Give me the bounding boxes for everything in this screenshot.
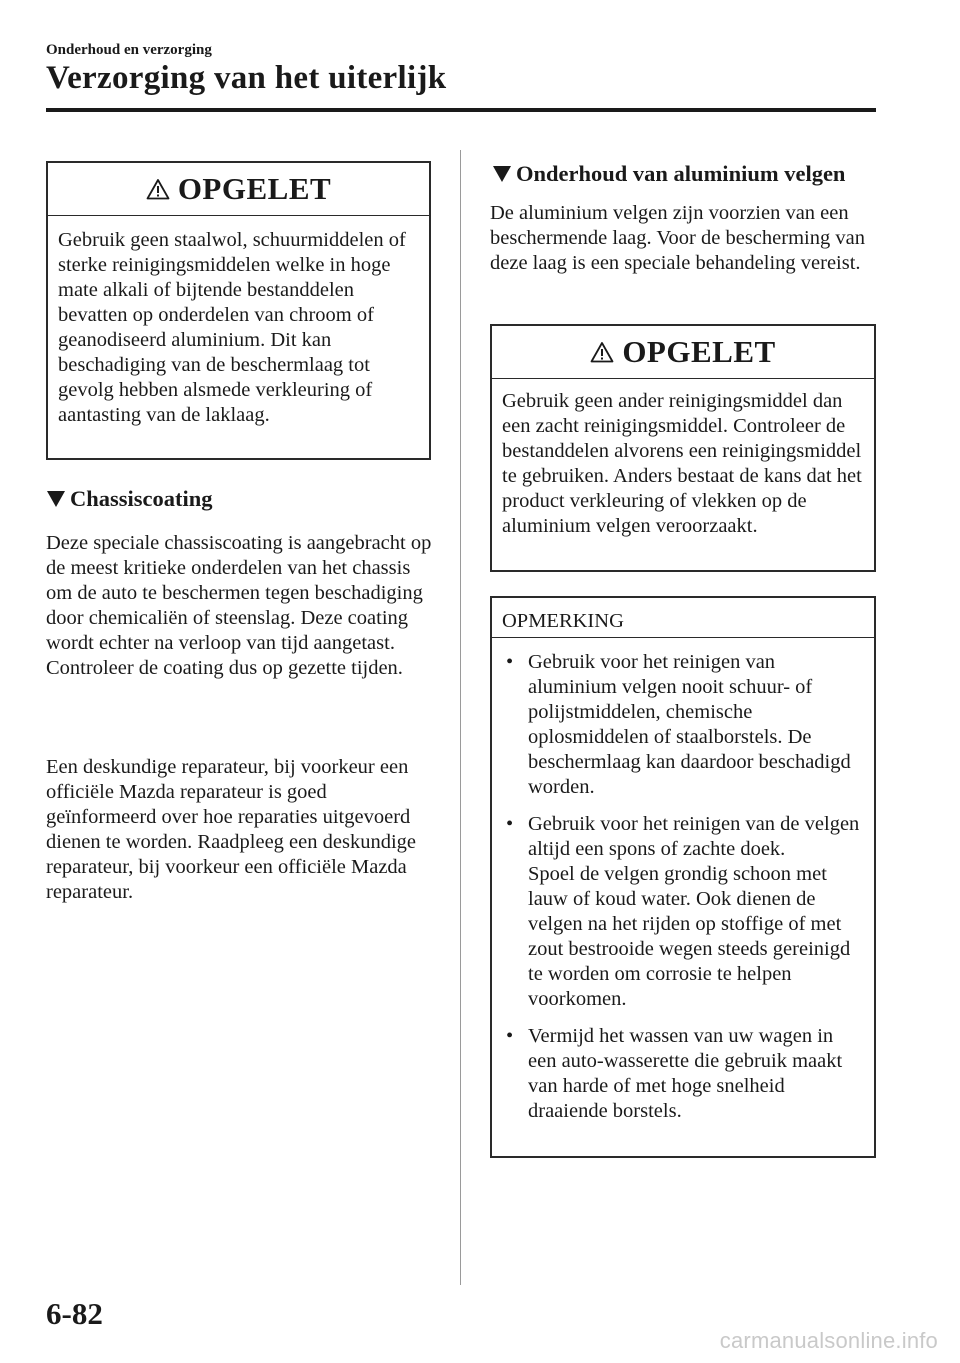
caution-box-1-text: Gebruik geen staalwol, schuurmiddelen of sterke reinigingsmiddelen welke in hoge mate alkali of bijtende bestanddelen bevatten op onderdelen van chroom of geanodiseerd aluminium. Dit kan beschadiging van de beschermlaag tot gevolg hebben alsmede verkleuring of aantasting van de laklaag. (58, 229, 406, 426)
note-item-text: Gebruik voor het reinigen van aluminium velgen nooit schuur- of polijstmiddelen, chemische oplosmiddelen of staalborstels. De beschermlaag kan daardoor beschadigd worden. (528, 651, 851, 798)
caution-box-2 (490, 324, 876, 572)
warning-icon (146, 178, 170, 200)
warning-icon (590, 341, 614, 363)
note-item (502, 812, 866, 1012)
column-divider (460, 150, 461, 1285)
note-item-text: Vermijd het wassen van uw wagen in een auto-wasserette die gebruik maakt van harde of met hoge snelheid draaiende borstels. (528, 1025, 843, 1122)
bullet-icon: • (506, 1025, 514, 1047)
wheels-heading (492, 161, 845, 187)
note-item-text: Gebruik voor het reinigen van de velgen altijd een spons of zachte doek. (528, 813, 860, 860)
note-item-continuation: Spoel de velgen grondig schoon met lauw of koud water. Ook dienen de velgen na het rijden op stoffige of met zout bestrooide wegen steeds gereinigd te worden om corrosie te helpen voorkomen. (528, 863, 851, 1010)
caution-box-1 (46, 161, 431, 460)
triangle-down-icon (46, 490, 66, 508)
note-list (492, 638, 874, 1124)
chassis-paragraph-1: Deze speciale chassiscoating is aangebracht op de meest kritieke onderdelen van het chassis om de auto te beschermen tegen beschadiging door chemicaliën of steenslag. Deze coating wordt echter na verloop van tijd aangetast. Controleer de coating dus op gezette tijden. (46, 532, 432, 679)
note-box-title: OPMERKING (492, 598, 874, 638)
section-label: Onderhoud en verzorging (46, 42, 212, 58)
note-item (502, 650, 866, 800)
bullet-icon: • (506, 813, 514, 835)
page-title: Verzorging van het uiterlijk (46, 60, 447, 96)
caution-box-1-title: OPGELET (177, 171, 332, 206)
triangle-down-icon (492, 165, 512, 183)
caution-box-1-header (48, 163, 429, 216)
wheels-intro: De aluminium velgen zijn voorzien van een beschermende laag. Voor de bescherming van deze laag is een speciale behandeling vereist. (490, 202, 865, 274)
watermark: carmanualsonline.info (719, 1328, 938, 1353)
chassis-heading-text: Chassiscoating (70, 486, 213, 511)
caution-box-2-title: OPGELET (622, 334, 776, 369)
caution-box-2-text: Gebruik geen ander reinigingsmiddel dan een zacht reinigingsmiddel. Controleer de bestanddelen alvorens een reinigingsmiddel te gebruiken. Anders bestaat de kans dat het product verkleuring of vlekken op de aluminium velgen veroorzaakt. (502, 390, 862, 537)
note-box (490, 596, 876, 1158)
page-number: 6-82 (46, 1296, 103, 1331)
chassis-heading (46, 486, 213, 512)
title-rule (46, 108, 876, 112)
wheels-heading-text: Onderhoud van aluminium velgen (516, 161, 846, 186)
bullet-icon: • (506, 651, 514, 673)
caution-box-2-header (492, 326, 874, 379)
chassis-paragraph-2: Een deskundige reparateur, bij voorkeur een officiële Mazda reparateur is goed geïnformeerd over hoe reparaties uitgevoerd dienen te worden. Raadpleeg een deskundige reparateur, bij voorkeur een officiële Mazda reparateur. (46, 756, 417, 903)
note-item (502, 1024, 866, 1124)
